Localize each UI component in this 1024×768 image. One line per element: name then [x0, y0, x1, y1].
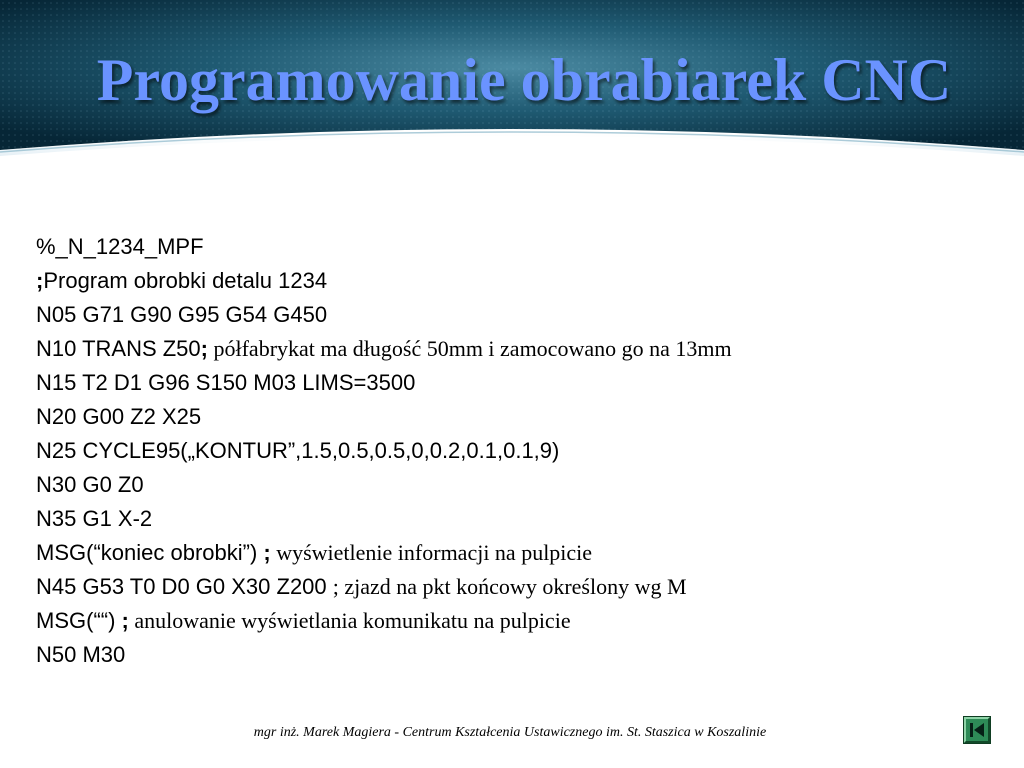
comment-marker: ;	[263, 540, 271, 565]
block-n30: N30 G0 Z0	[36, 472, 144, 497]
block-n25: N25 CYCLE95(„KONTUR”,1.5,0.5,0.5,0,0.2,0.1,0.1,9)	[36, 438, 560, 463]
program-name-comment: Program obrobki detalu 1234	[43, 268, 328, 293]
block-n35: N35 G1 X-2	[36, 506, 153, 531]
footer-credit: mgr inż. Marek Magiera - Centrum Kształcenia Ustawicznego im. St. Staszica w Koszalinie	[253, 725, 767, 740]
program-header: %_N_1234_MPF	[36, 234, 204, 259]
program-line	[36, 604, 996, 638]
first-slide-button[interactable]	[963, 716, 991, 744]
program-line	[36, 434, 996, 468]
slide-title: Programowanie obrabiarek CNC	[96, 47, 952, 113]
program-line	[36, 638, 996, 672]
program-line	[36, 400, 996, 434]
msg-block-comment: wyświetlenie informacji na pulpicie	[270, 540, 593, 565]
first-slide-icon	[963, 716, 991, 744]
program-line	[36, 502, 996, 536]
comment-marker: ;	[121, 608, 129, 633]
program-listing	[36, 230, 996, 672]
msg-clear-block: MSG(““)	[36, 608, 122, 633]
block-n15: N15 T2 D1 G96 S150 M03 LIMS=3500	[36, 370, 416, 395]
block-n45: N45 G53 T0 D0 G0 X30 Z200	[36, 574, 333, 599]
block-n10: N10 TRANS Z50	[36, 336, 201, 361]
block-n20: N20 G00 Z2 X25	[36, 404, 202, 429]
comment-marker: ;	[200, 336, 208, 361]
block-n45-comment: ; zjazd na pkt końcowy określony wg M	[332, 574, 687, 599]
program-line	[36, 366, 996, 400]
program-line	[36, 264, 996, 298]
program-line	[36, 332, 996, 366]
msg-block: MSG(“koniec obrobki”)	[36, 540, 264, 565]
program-line	[36, 570, 996, 604]
comment-marker: ;	[36, 268, 44, 293]
block-n50: N50 M30	[36, 642, 126, 667]
block-n05: N05 G71 G90 G95 G54 G450	[36, 302, 328, 327]
program-line	[36, 298, 996, 332]
program-line	[36, 468, 996, 502]
program-line	[36, 536, 996, 570]
program-line	[36, 230, 996, 264]
msg-clear-block-comment: anulowanie wyświetlania komunikatu na pulpicie	[128, 608, 571, 633]
block-n10-comment: półfabrykat ma długość 50mm i zamocowano go na 13mm	[207, 336, 732, 361]
